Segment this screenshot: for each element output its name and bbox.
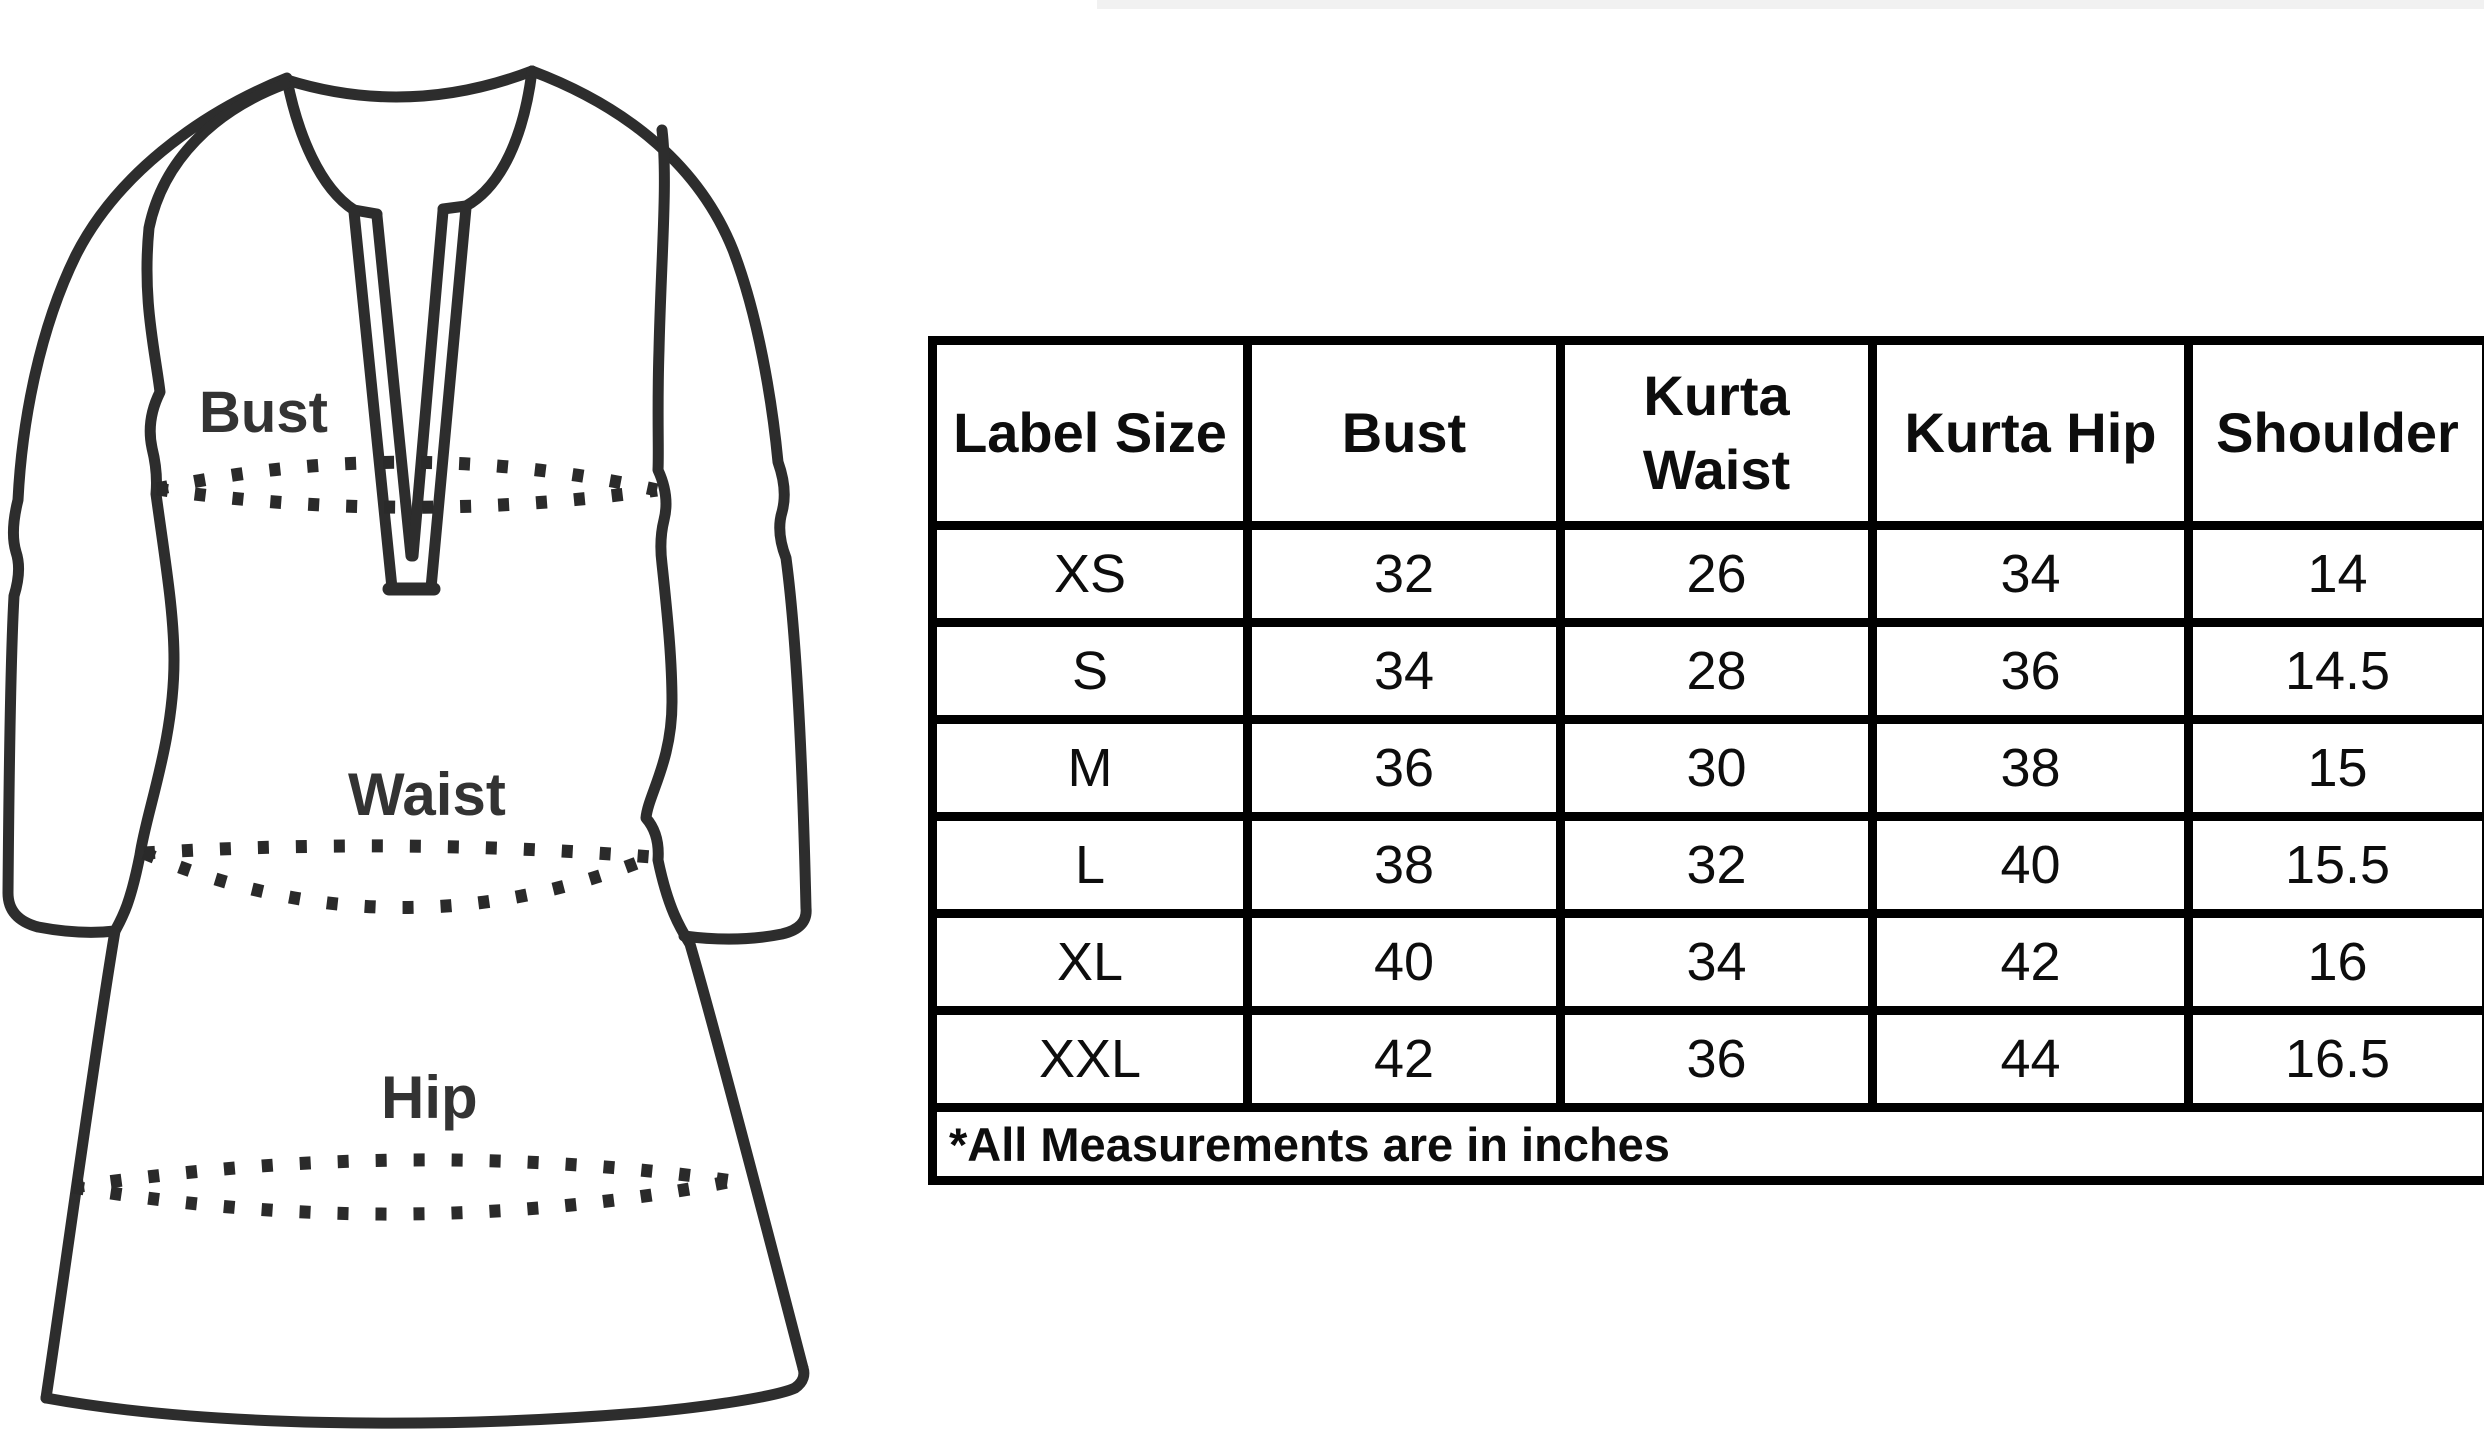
size-cell: S: [933, 623, 1248, 720]
kurta-measurement-diagram: [0, 0, 860, 1429]
bust-cell: 32: [1248, 526, 1561, 623]
kurta-waist-cell: 34: [1561, 914, 1873, 1011]
hip-line-upper: [73, 1160, 733, 1187]
col-header-bust: Bust: [1248, 341, 1561, 526]
shoulder-cell: 16.5: [2189, 1011, 2484, 1108]
col-header-kurta-hip: Kurta Hip: [1873, 341, 2189, 526]
col-header-label-size: Label Size: [933, 341, 1248, 526]
shoulder-cell: 15.5: [2189, 817, 2484, 914]
size-row-s: [933, 623, 2484, 720]
shoulder-cell: 15: [2189, 720, 2484, 817]
kurta-hip-cell: 40: [1873, 817, 2189, 914]
kurta-waist-cell: 30: [1561, 720, 1873, 817]
size-chart-table: [928, 336, 2484, 1185]
shoulder-cell: 16: [2189, 914, 2484, 1011]
shoulder-cell: 14.5: [2189, 623, 2484, 720]
hip-label: Hip: [381, 1064, 478, 1131]
size-cell: XXL: [933, 1011, 1248, 1108]
size-cell: XS: [933, 526, 1248, 623]
kurta-outline: [8, 71, 806, 1423]
bust-label: Bust: [199, 380, 328, 445]
size-row-m: [933, 720, 2484, 817]
header-row: [933, 341, 2484, 526]
size-cell: XL: [933, 914, 1248, 1011]
size-row-xs: [933, 526, 2484, 623]
diagram-labels: [199, 380, 506, 1131]
note-row: [933, 1108, 2484, 1181]
hem-path: [46, 1368, 804, 1423]
waist-label: Waist: [348, 761, 506, 828]
bust-cell: 36: [1248, 720, 1561, 817]
kurta-hip-cell: 34: [1873, 526, 2189, 623]
left-body-seam-path: [46, 84, 285, 1398]
kurta-hip-cell: 42: [1873, 914, 2189, 1011]
bust-cell: 38: [1248, 817, 1561, 914]
back-neck-path: [287, 71, 532, 97]
size-row-xxl: [933, 1011, 2484, 1108]
size-row-xl: [933, 914, 2484, 1011]
bust-cell: 40: [1248, 914, 1561, 1011]
col-header-kurta-waist: Kurta Waist: [1561, 341, 1873, 526]
size-cell: L: [933, 817, 1248, 914]
kurta-hip-cell: 38: [1873, 720, 2189, 817]
hip-line-lower: [73, 1181, 733, 1214]
waist-line-lower: [144, 853, 652, 908]
kurta-waist-cell: 32: [1561, 817, 1873, 914]
kurta-waist-cell: 28: [1561, 623, 1873, 720]
kurta-hip-cell: 36: [1873, 623, 2189, 720]
kurta-hip-cell: 44: [1873, 1011, 2189, 1108]
front-neckline-left-path: [287, 80, 354, 210]
top-edge-strip: [1097, 0, 2484, 9]
col-header-shoulder: Shoulder: [2189, 341, 2484, 526]
size-cell: M: [933, 720, 1248, 817]
size-row-l: [933, 817, 2484, 914]
measurements-note: *All Measurements are in inches: [933, 1108, 2484, 1181]
waist-line-upper: [144, 846, 652, 857]
shoulder-cell: 14: [2189, 526, 2484, 623]
kurta-waist-cell: 36: [1561, 1011, 1873, 1108]
bust-cell: 42: [1248, 1011, 1561, 1108]
kurta-waist-cell: 26: [1561, 526, 1873, 623]
bust-cell: 34: [1248, 623, 1561, 720]
